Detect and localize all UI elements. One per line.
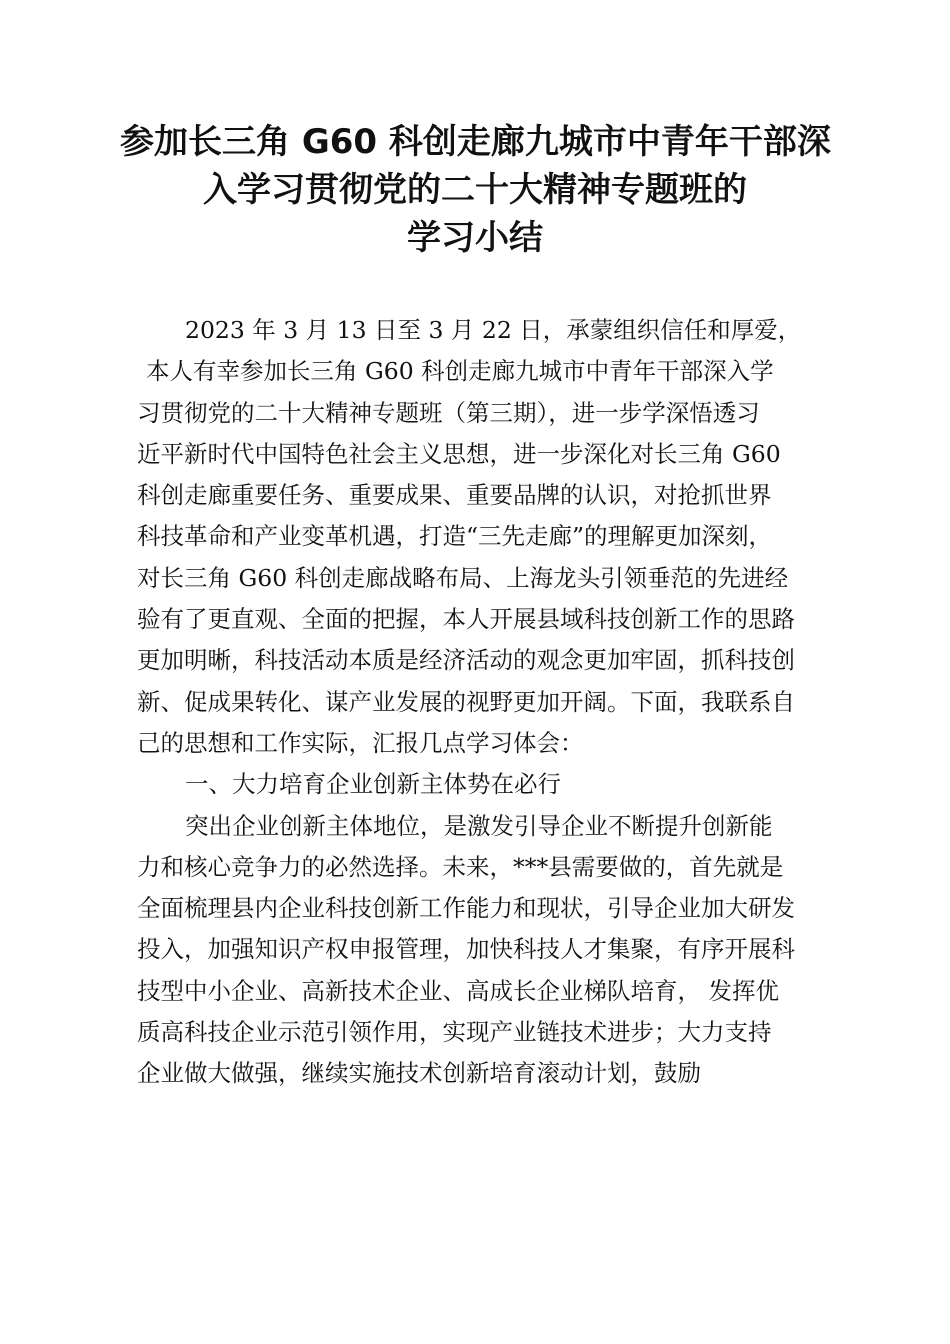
text-line: 技型中小企业、高新技术企业、高成长企业梯队培育， 发挥优 (137, 976, 779, 1005)
document-body (137, 310, 823, 1095)
text-line: 企业做大做强，继续实施技术创新培育滚动计划，鼓励 (137, 1059, 701, 1088)
text-line: 质高科技企业示范引领作用，实现产业链技术进步；大力支持 (137, 1018, 772, 1047)
document-title (120, 118, 830, 262)
title-line-1: 参加长三角 G60 科创走廊九城市中青年干部深 (120, 122, 831, 162)
text-line: 科创走廊重要任务、重要成果、重要品牌的认识，对抢抓世界 (137, 481, 772, 510)
text-line: 对长三角 G60 科创走廊战略布局、上海龙头引领垂范的先进经 (137, 563, 789, 592)
text-line: 投入，加强知识产权申报管理，加快科技人才集聚，有序开展科 (137, 935, 795, 964)
text-line: 突出企业创新主体地位，是激发引导企业不断提升创新能 (185, 811, 773, 840)
title-line-2: 入学习贯彻党的二十大精神专题班的 (203, 170, 747, 210)
text-line: 更加明晰，科技活动本质是经济活动的观念更加牢固，抓科技创 (137, 646, 795, 675)
text-line: 新、促成果转化、谋产业发展的视野更加开阔。下面，我联系自 (137, 687, 795, 716)
text-line: 习贯彻党的二十大精神专题班（第三期），进一步学深悟透习 (137, 398, 760, 427)
text-line: 力和核心竞争力的必然选择。未来，***县需要做的，首先就是 (137, 852, 784, 881)
text-line: 验有了更直观、全面的把握，本人开展县域科技创新工作的思路 (137, 605, 795, 634)
text-line: 近平新时代中国特色社会主义思想，进一步深化对长三角 G60 (137, 439, 781, 468)
text-line: 本人有幸参加长三角 G60 科创走廊九城市中青年干部深入学 (146, 357, 774, 386)
text-line: 科技革命和产业变革机遇，打造“三先走廊”的理解更加深刻， (137, 522, 773, 551)
text-line: 己的思想和工作实际，汇报几点学习体会： (137, 728, 584, 757)
text-line: 2023 年 3 月 13 日至 3 月 22 日，承蒙组织信任和厚爱， (185, 316, 802, 344)
title-line-3: 学习小结 (407, 218, 543, 258)
section-heading: 一、大力培育企业创新主体势在必行 (185, 770, 561, 799)
text-line: 全面梳理县内企业科技创新工作能力和现状，引导企业加大研发 (137, 894, 795, 923)
